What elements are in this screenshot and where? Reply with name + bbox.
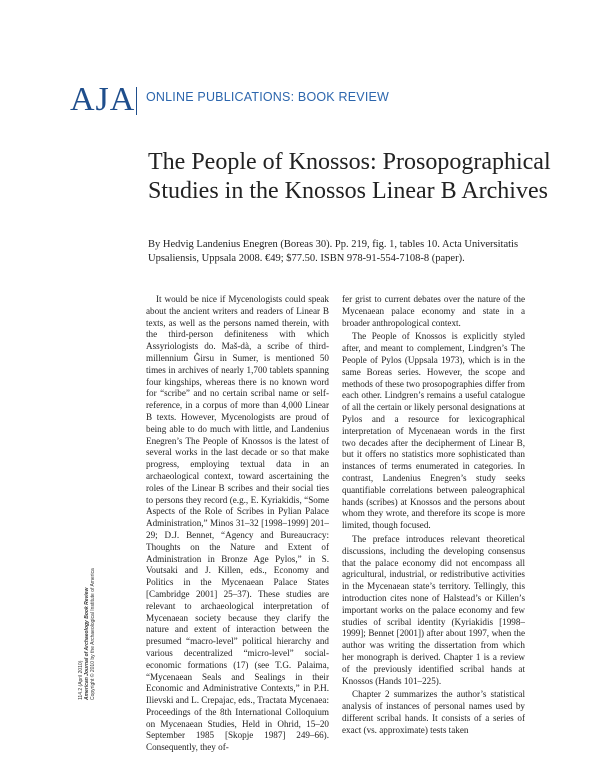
vertical-journal-info (78, 568, 96, 700)
paragraph: fer grist to current debates over the nature of the Mycenaean palace economy and state in a broader anthropological context. (342, 294, 525, 328)
section-label: ONLINE PUBLICATIONS: BOOK REVIEW (146, 90, 390, 104)
issue-line: 114.2 (April 2010) (78, 660, 84, 700)
journal-header (70, 80, 550, 120)
journal-line: American Journal of Archaeology Book Review (84, 587, 90, 700)
article-title: The People of Knossos: Prosopographical Studies in the Knossos Linear B Archives (148, 149, 551, 204)
paragraph: The People of Knossos is explicitly styled after, and meant to complement, Lindgren’s The People of Pylos (Uppsala 1973), which is in the same Boreas series. However, the scope and methods of these two prosopographies differ from each other. Lindgren’s remains a useful catalogue of all the certain or likely personal designations at Pylos and a resource for lexicographical interpretation of Mycenaean words in the first two decades after the decipherment of Linear B, but it offers no statistics more sophisticated than instances of terms enumerated in categories. In contrast, Landenius Enegren’s study seeks quantifiable correlations between paleographical hands (scribes) at Knossos and the persons about whom they wrote, and therefore its scope is more limited, though focused. (342, 331, 525, 531)
paragraph: Chapter 2 summarizes the author’s statistical analysis of instances of personal names used by different scribal hands. It consists of a series of exact (vs. approximate) tests taken (342, 689, 525, 735)
paragraph: The preface introduces relevant theoretical discussions, including the developing consensus that the palace economy did not encompass all agricultural, industrial, or redistributive activities in the Mycenaean state’s territory. Tellingly, this introduction cites none of Halstead’s or Killen’s important works on the palace economy and few studies of scribal identity (Kyriakidis [1998–1999]; Bennet [2001]) after about 1997, when the author was writing the dissertation from which her monograph is derived. Chapter 1 is a review of the previously identified scribal hands at Knossos (Hands 101–225). (342, 533, 525, 686)
aja-logo: AJA (70, 81, 136, 118)
copyright-line: Copyright © 2010 by the Archaeological Institute of America (90, 568, 96, 700)
body-column-left (146, 294, 329, 756)
paragraph: It would be nice if Mycenologists could speak about the ancient writers and readers of Linear B texts, as well as the persons named therein, with the third-person definiteness with which Assyriologists do. Maš-dà, a scribe of third-millennium Ĝirsu in Sumer, is mentioned 50 times in archives of nearly 1,700 tablets spanning four kingships, whereas there is no known word for “scribe” and no certain scribal name or self-reference, in a corpus of more than 4,000 Linear B texts. However, Mycenologists are proud of being able to do much with little, and Landenius Enegren’s The People of Knossos is the latest of several works in the last decade or so that make progress, employing textual data in an archaeological context, toward ascertaining the roles of the Linear B scribes and their social ties to persons they record (e.g., E. Kyriakidis, “Some Aspects of the Role of Scribes in Pylian Palace Administration,” Minos 31–32 [1998–1999] 201–29; D.J. Bennet, “Agency and Bureaucracy: Thoughts on the Nature and Extent of Administration in Bronze Age Pylos,” in S. Voutsaki and J. Killen, eds., Economy and Politics in the Mycenaean Palace States [Cambridge 2001] 25–37). These studies are relevant to archaeological interpretation of Mycenaean society because they clarify the nature and extent of interaction between the presumed “macro-level” political hierarchy and various decentralized “micro-level” social-economic formations (17) (see T.G. Palaima, “Mycenaean Seals and Sealings in their Economic and Administrative Contexts,” in P.H. Ilievski and L. Crepajac, eds., Tractata Mycenaea: Proceedings of the 8th International Colloquium on Mycenaean Studies, Held in Ohrid, 15–20 September 1985 [Skopje 1987] 249–66). Consequently, they of- (146, 294, 329, 753)
header-divider (136, 87, 137, 115)
body-column-right (342, 294, 525, 738)
book-citation: By Hedvig Landenius Enegren (Boreas 30). Pp. 219, fig. 1, tables 10. Acta Universitatis Upsaliensis, Uppsala 2008. €49; $77.50. ISBN 978-91-554-7108-8 (paper). (148, 239, 519, 264)
